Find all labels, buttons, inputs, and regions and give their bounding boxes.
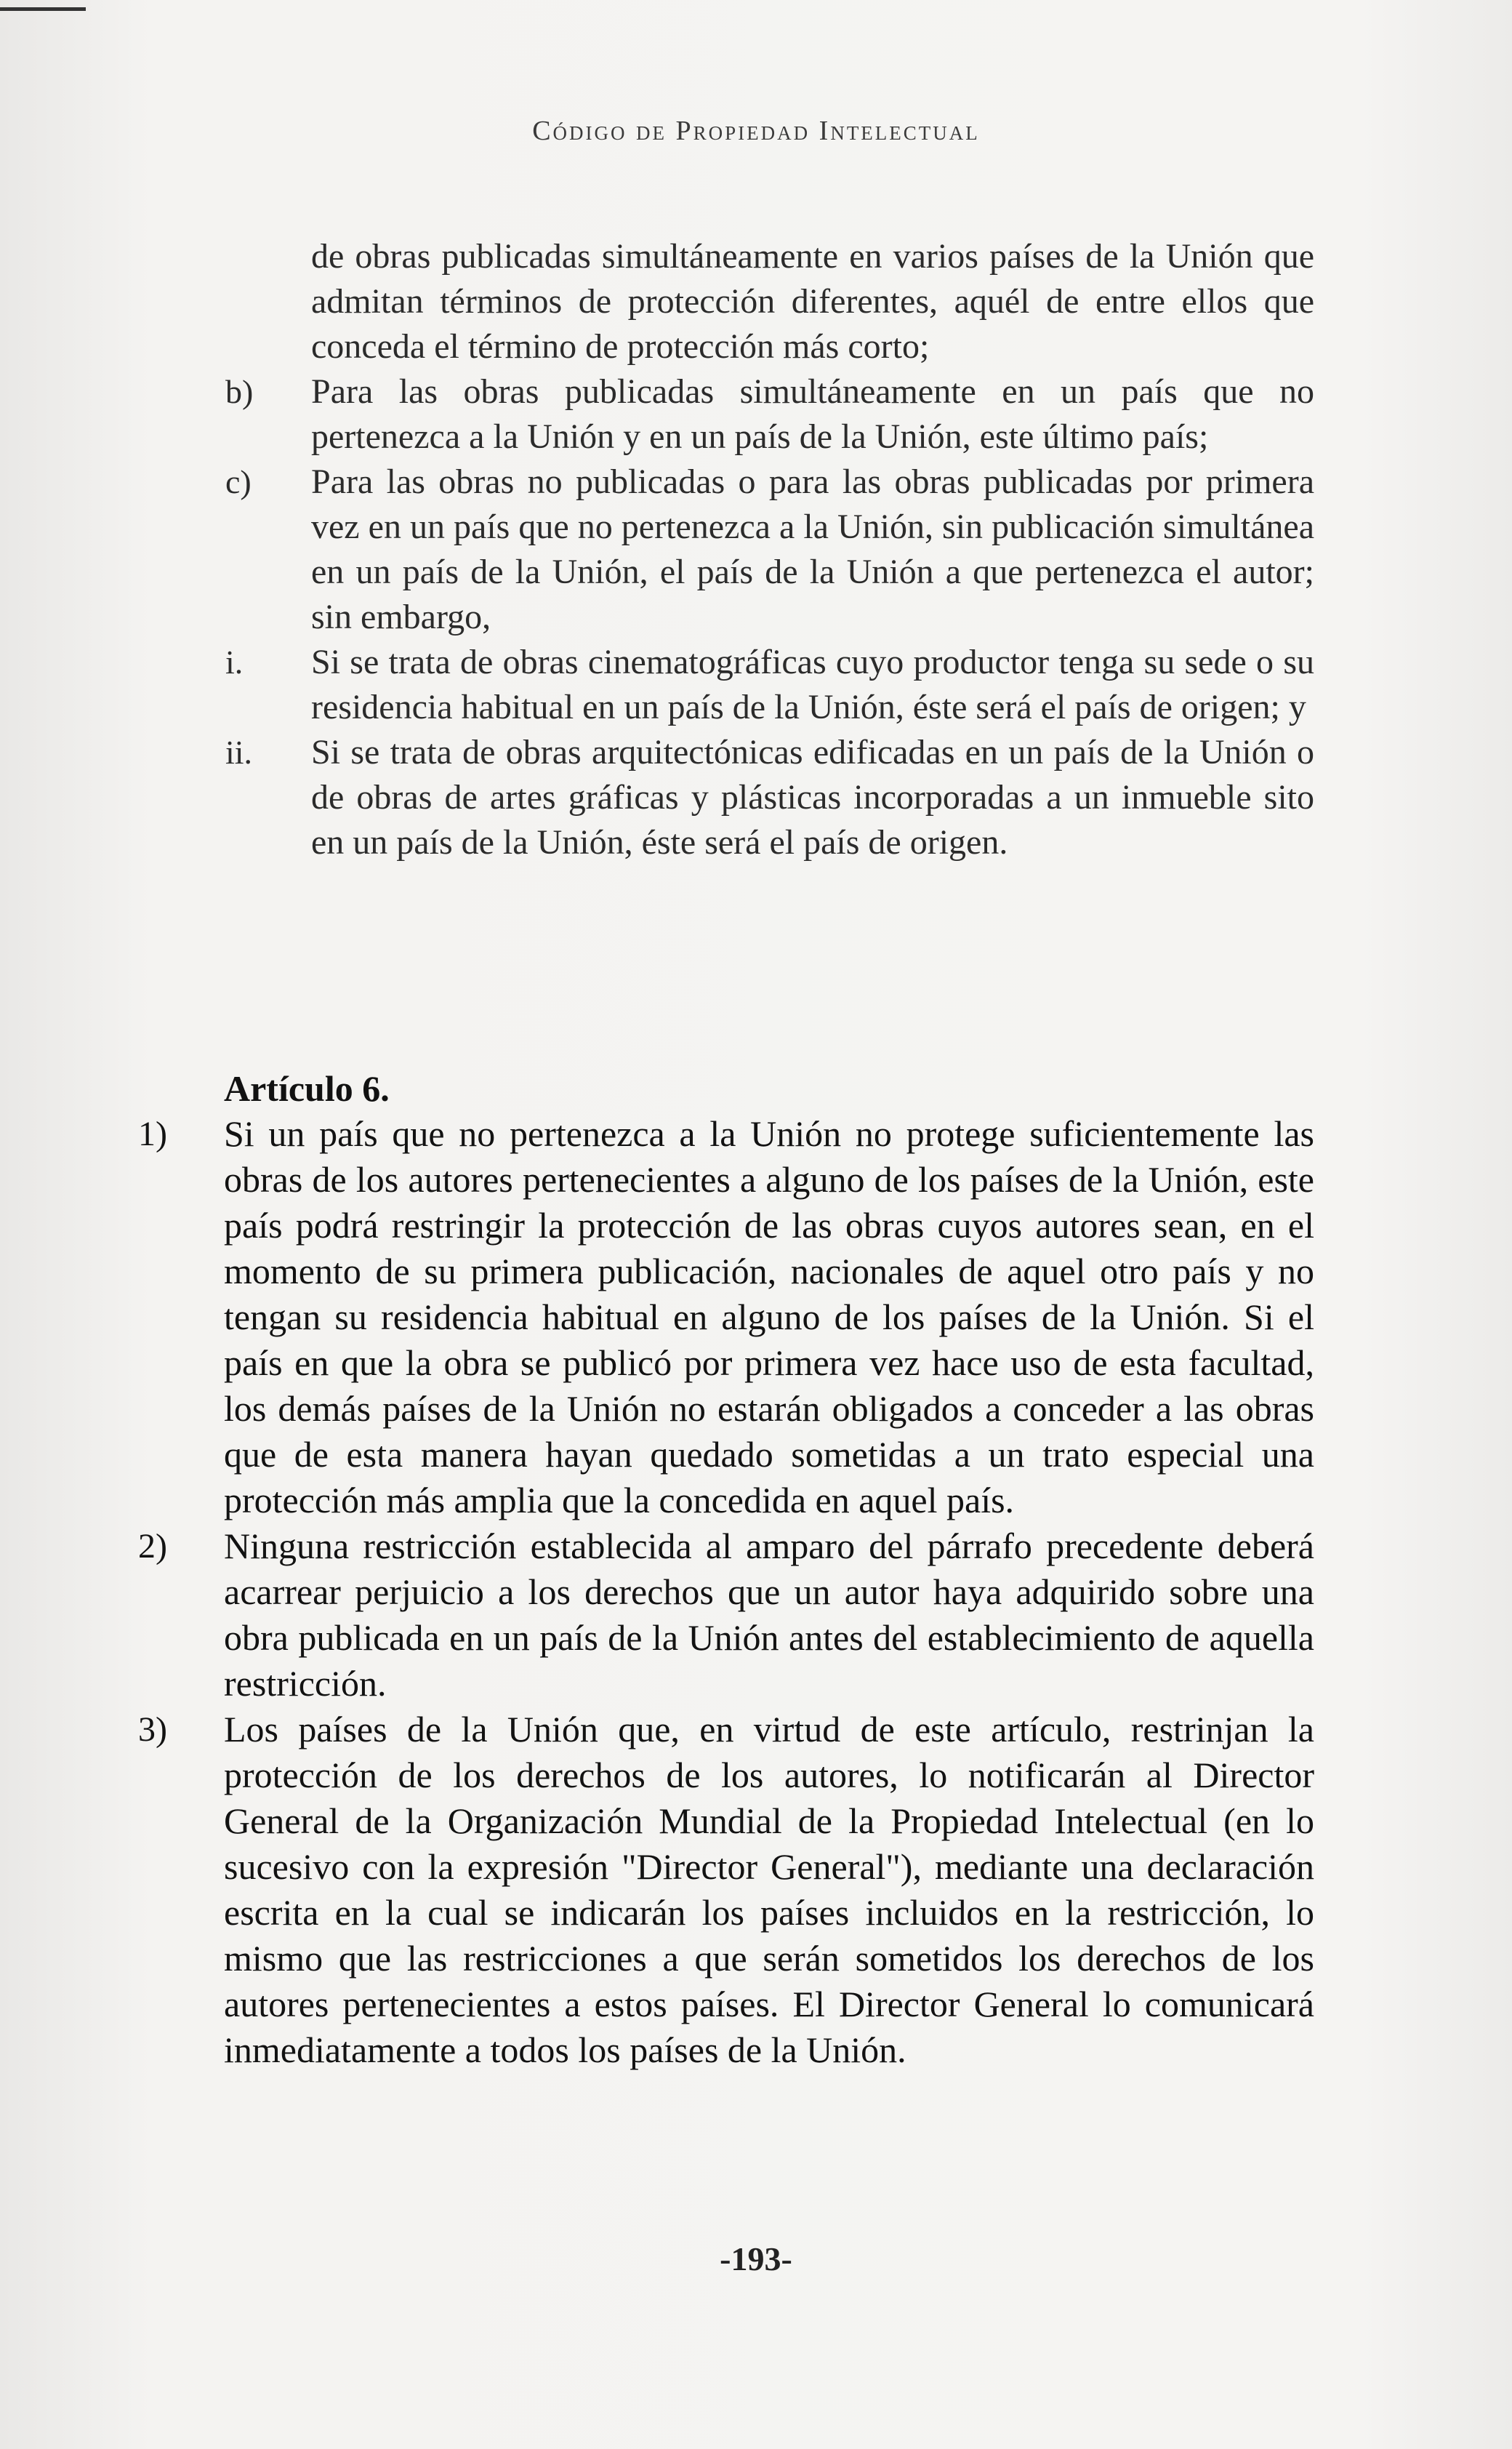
item-text: Si se trata de obras cinematográficas cuyo productor tenga su sede o su residencia habitual en un país de la Unión, éste será el país de origen; y — [311, 643, 1314, 726]
paragraph-number: 3) — [138, 1710, 167, 1749]
paragraph-number: 1) — [138, 1115, 167, 1153]
list-item — [0, 460, 1512, 640]
item-marker: i. — [225, 644, 244, 681]
paragraph-text: Ninguna restricción establecida al amparo del párrafo precedente deberá acarrear perjuicio a los derechos que un autor haya adquirido sobre una obra publicada en un país de la Unión antes del establecimiento de aquella restricción. — [224, 1526, 1314, 1704]
article-paragraph — [0, 1707, 1512, 2073]
list-item — [0, 369, 1512, 460]
upper-list — [0, 234, 1512, 865]
item-text: Para las obras publicadas simultáneamente en un país que no pertenezca a la Unión y en un país de la Unión, este último país; — [311, 372, 1314, 456]
list-item — [0, 640, 1512, 730]
page-number: -193- — [720, 2240, 792, 2277]
item-marker: b) — [225, 373, 254, 410]
article-paragraph — [0, 1523, 1512, 1707]
list-item — [0, 730, 1512, 865]
page-edge-mark — [0, 7, 86, 11]
list-item — [0, 234, 1512, 369]
item-marker: ii. — [225, 734, 253, 771]
item-text: de obras publicadas simultáneamente en varios países de la Unión que admitan términos de protección diferentes, aquél de entre ellos que conceda el término de protección más corto; — [311, 237, 1314, 366]
paragraph-text: Si un país que no pertenezca a la Unión no protege suficientemente las obras de los autores pertenecientes a alguno de los países de la Unión, este país podrá restringir la protección de las obras cuyos autores sean, en el momento de su primera publicación, nacionales de aquel otro país y no tengan su residencia habitual en alguno de los países de la Unión. Si el país en que la obra se publicó por primera vez hace uso de esta facultad, los demás países de la Unión no estarán obligados a conceder a las obras que de esta manera hayan quedado sometidas a un trato especial una protección más amplia que la concedida en aquel país. — [224, 1113, 1314, 1520]
article-paragraph — [0, 1111, 1512, 1523]
item-text: Para las obras no publicadas o para las obras publicadas por primera vez en un país que no pertenezca a la Unión, sin publicación simultánea en un país de la Unión, el país de la Unión a que pertenezca el autor; sin embargo, — [311, 462, 1314, 636]
item-marker: c) — [225, 463, 252, 500]
item-text: Si se trata de obras arquitectónicas edificadas en un país de la Unión o de obras de artes gráficas y plásticas incorporadas a un inmueble sito en un país de la Unión, éste será el país de origen. — [311, 733, 1314, 862]
article-title: Artículo 6. — [224, 1068, 390, 1109]
running-head: Código de Propiedad Intelectual — [532, 116, 980, 146]
paragraph-text: Los países de la Unión que, en virtud de este artículo, restrinjan la protección de los derechos de los autores, lo notificarán al Director General de la Organización Mundial de la Propiedad Intelectual (en lo sucesivo con la expresión "Director General"), mediante una declaración escrita en la cual se indicarán los países incluidos en la restricción, lo mismo que las restricciones a que serán sometidos los derechos de los autores pertenecientes a estos países. El Director General lo comunicará inmediatamente a todos los países de la Unión. — [224, 1709, 1314, 2070]
article-list — [0, 1111, 1512, 2073]
paragraph-number: 2) — [138, 1527, 167, 1566]
